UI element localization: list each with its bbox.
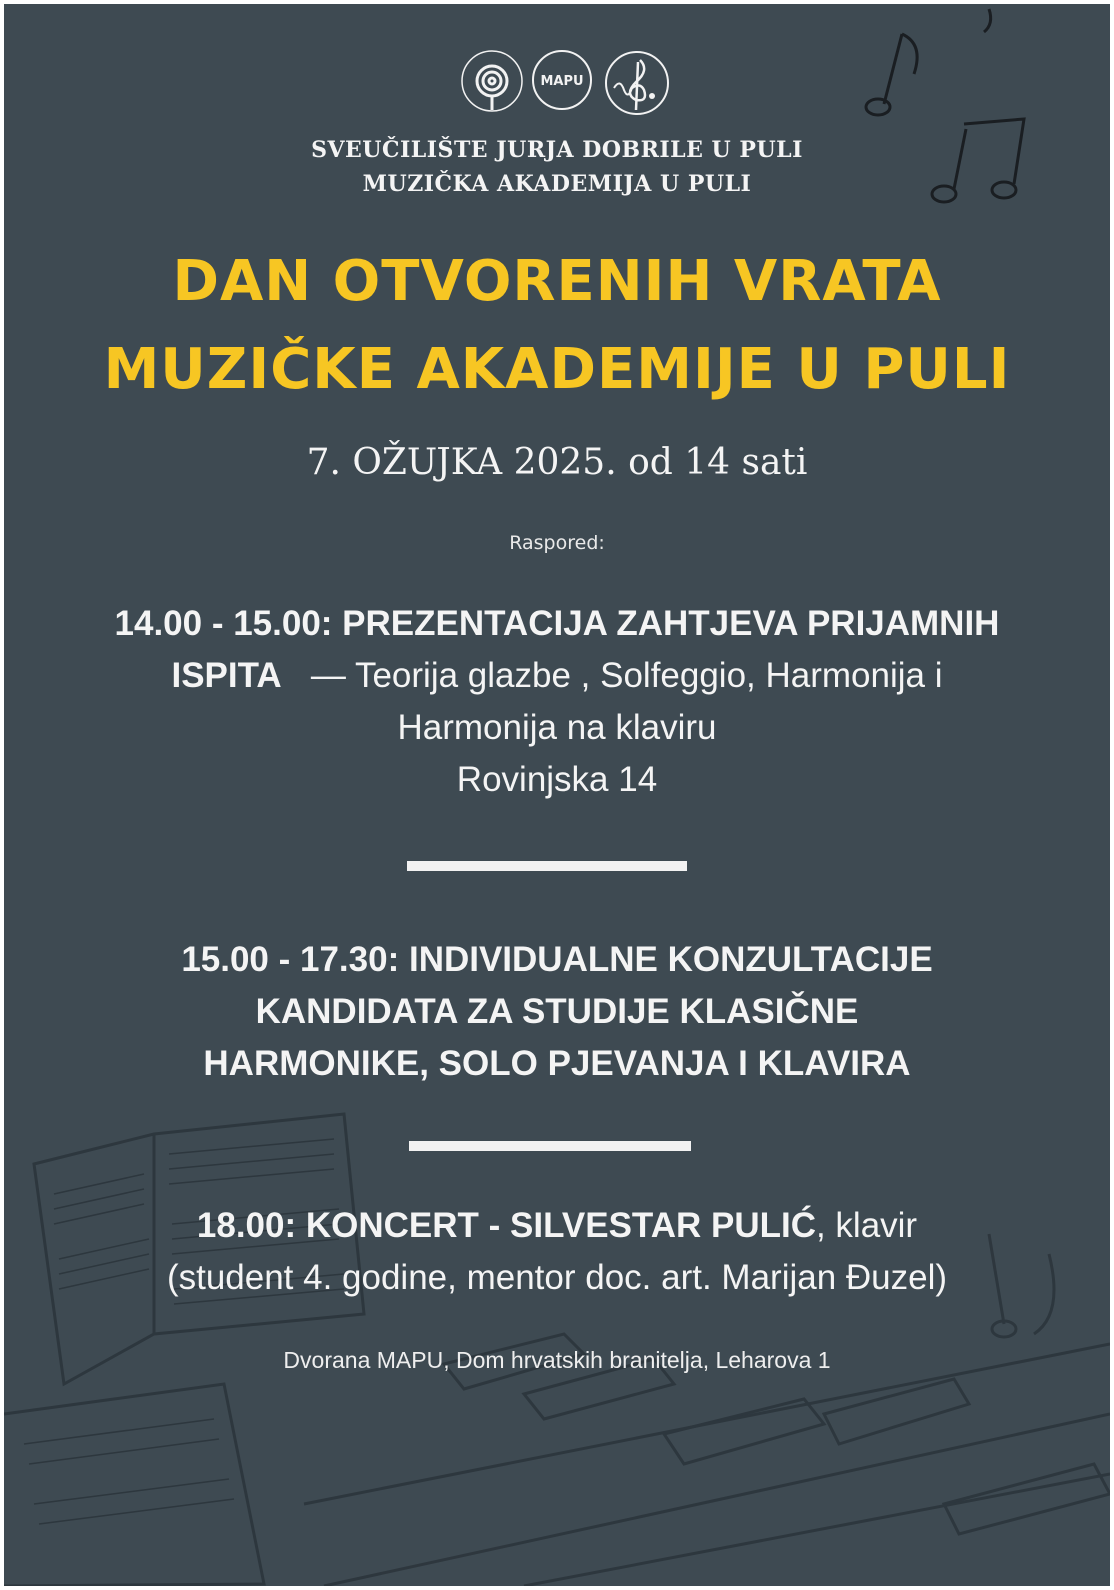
logo-row (4, 48, 1110, 128)
schedule-item-1-heading: 14.00 - 15.00: PREZENTACIJA ZAHTJEVA PRIJAMNIH (114, 604, 1000, 643)
institution-line-1: SVEUČILIŠTE JURJA DOBRILE U PULI (311, 137, 803, 163)
institution-line-2: MUZIČKA AKADEMIJA U PULI (362, 171, 752, 197)
schedule-item-2-line-2: KANDIDATA ZA STUDIJE KLASIČNE (255, 992, 859, 1031)
treble-clef-logo (602, 48, 672, 118)
svg-text:MAPU: MAPU (540, 74, 584, 89)
schedule-item-3 (4, 1200, 1110, 1304)
schedule-item-3-instrument: , klavir (815, 1206, 918, 1245)
event-date: 7. OŽUJKA 2025. od 14 sati (306, 442, 808, 483)
schedule-item-2-line-3: HARMONIKE, SOLO PJEVANJA I KLAVIRA (203, 1044, 911, 1083)
divider-2 (409, 1141, 691, 1151)
mapu-logo (530, 48, 594, 112)
university-seal-logo (459, 48, 525, 114)
schedule-label: Raspored: (509, 532, 605, 554)
institution-name (4, 133, 1110, 201)
poster (4, 4, 1110, 1586)
piano-sheet-music-illustration (4, 1084, 1110, 1586)
schedule-item-2 (4, 934, 1110, 1090)
title-line-1: DAN OTVORENIH VRATA (172, 249, 942, 314)
schedule-item-1-subjects-cont: Harmonija na klaviru (397, 708, 717, 747)
schedule-item-3-performer-info: (student 4. godine, mentor doc. art. Marijan Đuzel) (166, 1258, 948, 1297)
schedule-item-1-location: Rovinjska 14 (456, 760, 658, 799)
title-line-2: MUZIČKE AKADEMIJE U PULI (103, 337, 1011, 402)
schedule-item-1-heading-cont: ISPITA (171, 656, 282, 695)
schedule-item-1-subjects: — Teorija glazbe , Solfeggio, Harmonija i (310, 656, 943, 695)
schedule-item-2-line-1: 15.00 - 17.30: INDIVIDUALNE KONZULTACIJE (181, 940, 933, 979)
venue: Dvorana MAPU, Dom hrvatskih branitelja, Leharova 1 (283, 1347, 831, 1373)
page-title (4, 238, 1110, 414)
divider-1 (407, 861, 687, 871)
schedule-item-3-heading: 18.00: KONCERT - SILVESTAR PULIĆ (196, 1206, 816, 1245)
schedule-item-1 (4, 598, 1110, 806)
